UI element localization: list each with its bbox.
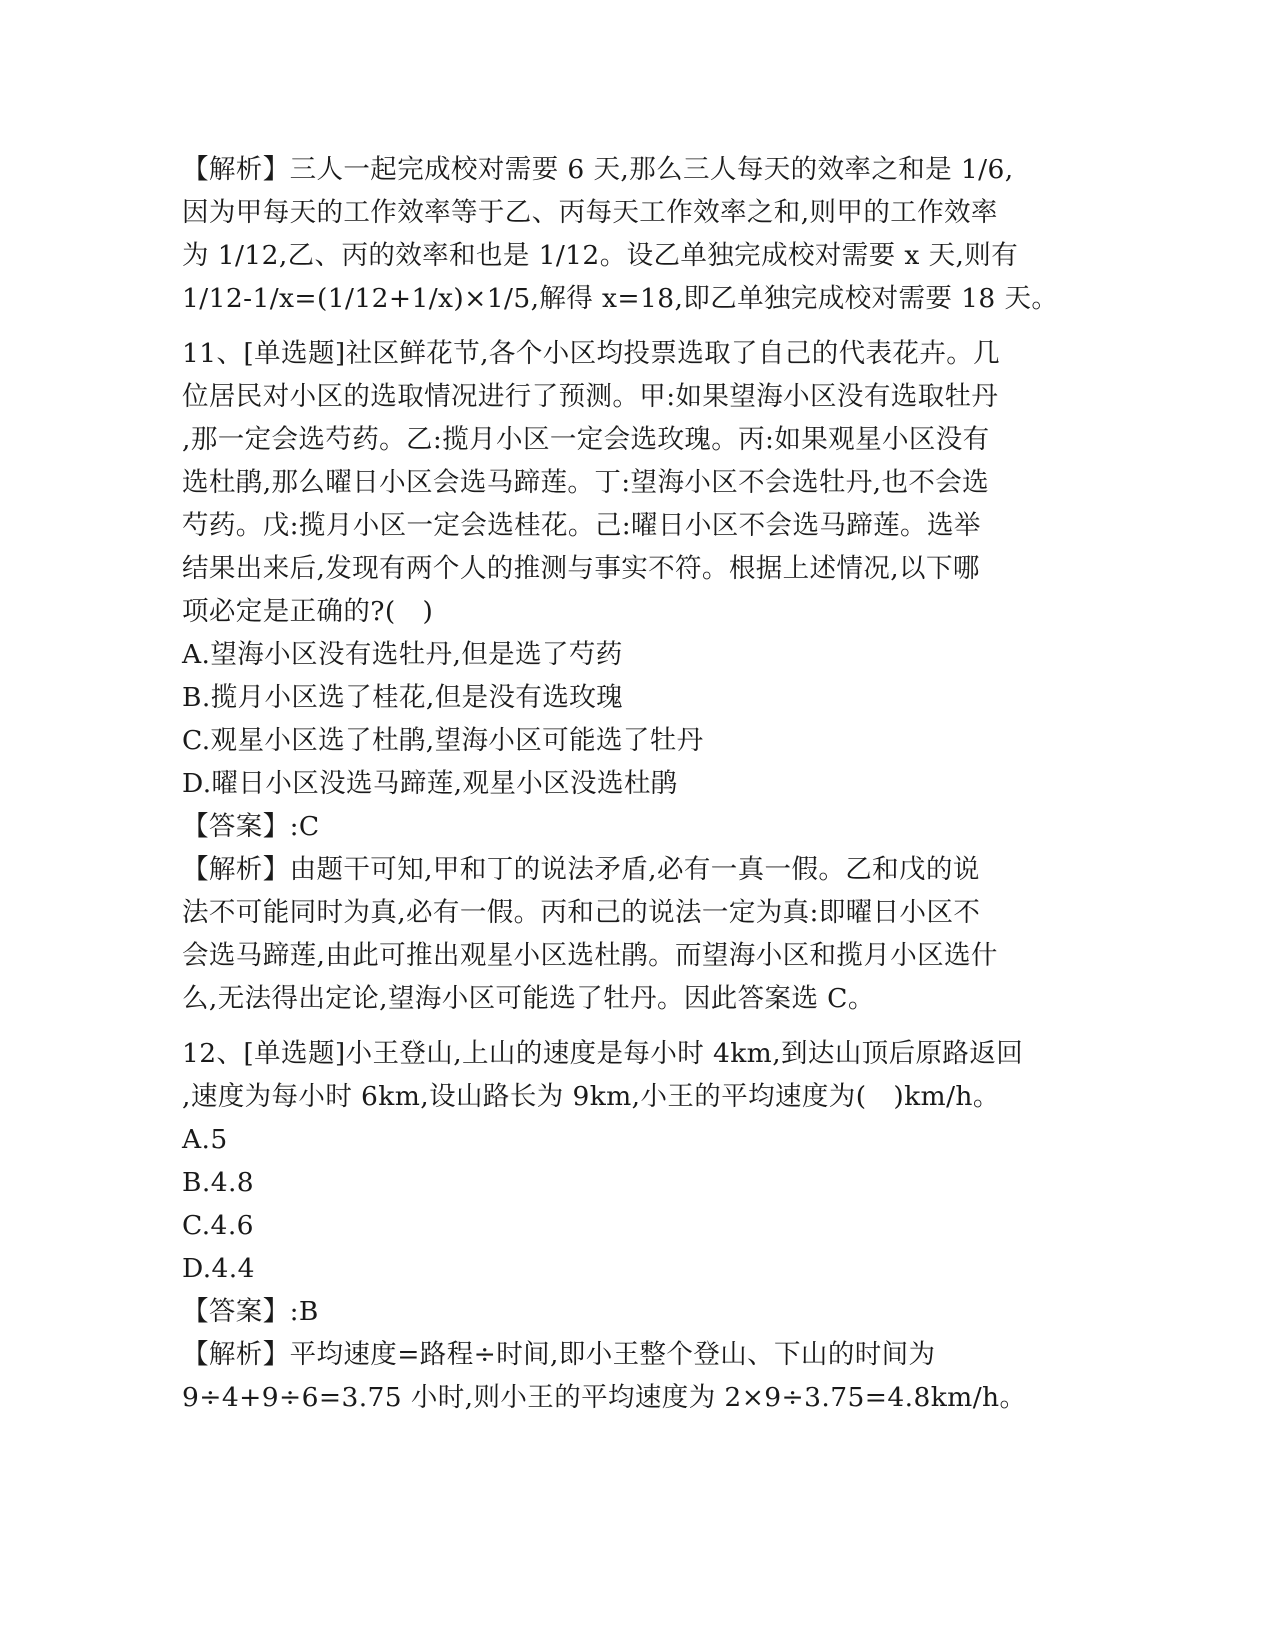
- analysis-line: 么,无法得出定论,望海小区可能选了牡丹。因此答案选 C。: [182, 983, 875, 1014]
- option-a: A.望海小区没有选牡丹,但是选了芍药: [182, 639, 623, 670]
- option-b: B.4.8: [182, 1167, 255, 1198]
- question-stem-line: 11、[单选题]社区鲜花节,各个小区均投票选取了自己的代表花卉。几: [182, 338, 1001, 369]
- analysis-line: 9÷4+9÷6=3.75 小时,则小王的平均速度为 2×9÷3.75=4.8km/h。: [182, 1382, 1027, 1413]
- analysis-line: 【解析】平均速度=路程÷时间,即小王整个登山、下山的时间为: [182, 1339, 936, 1370]
- option-d: D.4.4: [182, 1253, 255, 1284]
- option-c: C.4.6: [182, 1210, 254, 1241]
- option-b: B.揽月小区选了桂花,但是没有选玫瑰: [182, 682, 624, 713]
- question-stem-line: ,那一定会选芍药。乙:揽月小区一定会选玫瑰。丙:如果观星小区没有: [182, 424, 990, 455]
- answer-line: 【答案】:B: [182, 1296, 319, 1327]
- analysis-line: 会选马蹄莲,由此可推出观星小区选杜鹃。而望海小区和揽月小区选什: [182, 940, 998, 971]
- question-11: [182, 332, 1082, 1020]
- question-stem-line: 结果出来后,发现有两个人的推测与事实不符。根据上述情况,以下哪: [182, 553, 980, 584]
- question-stem-line: 12、[单选题]小王登山,上山的速度是每小时 4km,到达山顶后原路返回: [182, 1038, 1024, 1069]
- analysis-line: 为 1/12,乙、丙的效率和也是 1/12。设乙单独完成校对需要 x 天,则有: [182, 240, 1019, 271]
- document-page: [182, 148, 1082, 1419]
- question-12: [182, 1032, 1082, 1419]
- question-stem-line: 项必定是正确的?( ): [182, 596, 434, 627]
- analysis-line: 【解析】三人一起完成校对需要 6 天,那么三人每天的效率之和是 1/6,: [182, 154, 1014, 185]
- question-stem-line: 选杜鹃,那么曜日小区会选马蹄莲。丁:望海小区不会选牡丹,也不会选: [182, 467, 990, 498]
- prev-analysis: [182, 148, 1082, 320]
- option-a: A.5: [182, 1124, 228, 1155]
- question-stem-line: ,速度为每小时 6km,设山路长为 9km,小王的平均速度为( )km/h。: [182, 1081, 1000, 1112]
- option-d: D.曜日小区没选马蹄莲,观星小区没选杜鹃: [182, 768, 678, 799]
- question-stem-line: 位居民对小区的选取情况进行了预测。甲:如果望海小区没有选取牡丹: [182, 381, 999, 412]
- analysis-line: 法不可能同时为真,必有一假。丙和己的说法一定为真:即曜日小区不: [182, 897, 981, 928]
- analysis-line: 【解析】由题干可知,甲和丁的说法矛盾,必有一真一假。乙和戊的说: [182, 854, 980, 885]
- answer-line: 【答案】:C: [182, 811, 320, 842]
- analysis-line: 1/12-1/x=(1/12+1/x)×1/5,解得 x=18,即乙单独完成校对需要 18 天。: [182, 283, 1059, 314]
- analysis-line: 因为甲每天的工作效率等于乙、丙每天工作效率之和,则甲的工作效率: [182, 197, 998, 228]
- option-c: C.观星小区选了杜鹃,望海小区可能选了牡丹: [182, 725, 704, 756]
- question-stem-line: 芍药。戊:揽月小区一定会选桂花。己:曜日小区不会选马蹄莲。选举: [182, 510, 981, 541]
